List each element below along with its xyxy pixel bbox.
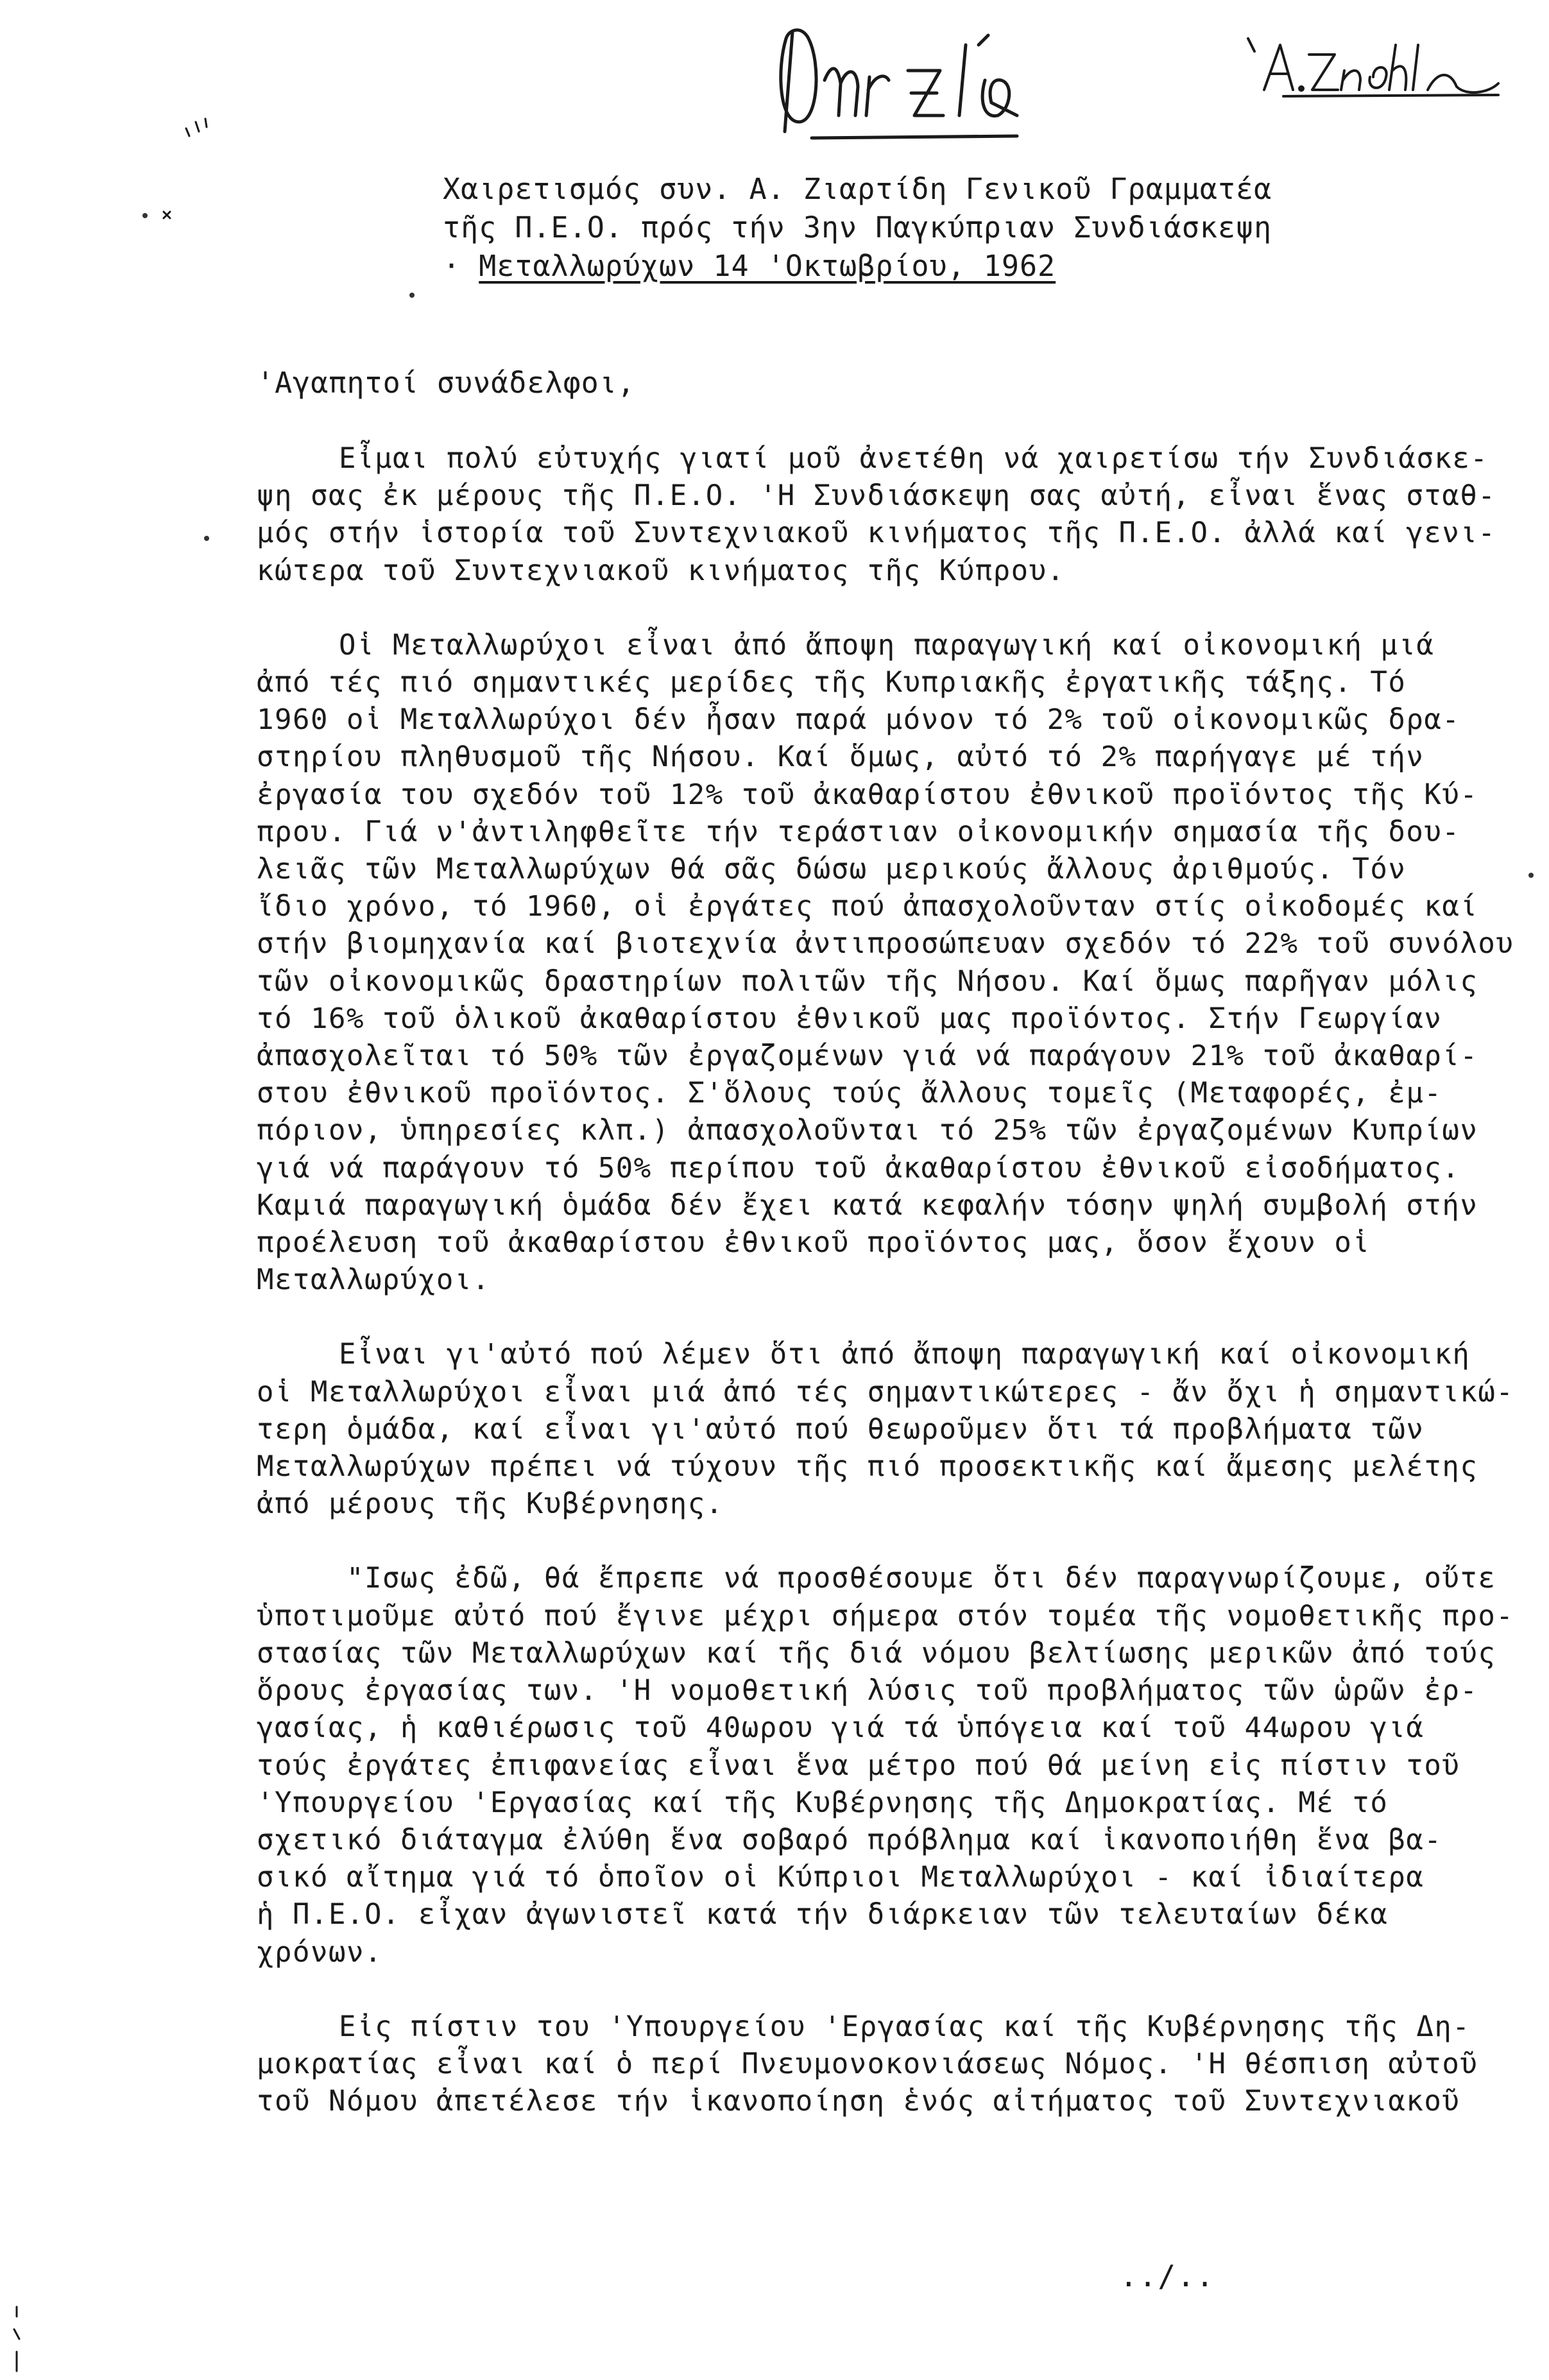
heading-line-2: τῆς Π.Ε.Ο. πρός τήν 3ην Παγκύπριαν Συνδιάσκεψη	[443, 210, 1272, 244]
margin-speck	[142, 213, 148, 218]
paragraph-1	[257, 440, 1496, 590]
text-line: Εἰς πίστιν του 'Υπουργείου 'Εργασίας καί τῆς Κυβέρνησης τῆς Δη-	[339, 2010, 1471, 2043]
text-line: σχετικό διάταγμα ἐλύθη ἕνα σοβαρό πρόβλημα καί ἱκανοποιήθη ἕνα βα-	[257, 1823, 1442, 1856]
text-line: στήν βιομηχανία καί βιοτεχνία ἀντιπροσώπευαν σχεδόν τό 22% τοῦ συνόλου	[257, 927, 1514, 961]
text-line: γασίας, ἡ καθιέρωσις τοῦ 40ωρου γιά τά ὑπόγεια καί τοῦ 44ωρου γιά	[257, 1711, 1425, 1745]
text-line: γιά νά παράγουν τό 50% περίπου τοῦ ἀκαθαρίστου ἐθνικοῦ εἰσοδήματος.	[257, 1151, 1460, 1185]
text-line: λειᾶς τῶν Μεταλλωρύχων θά σᾶς δώσω μερικούς ἄλλους ἀριθμούς. Τόν	[257, 853, 1407, 886]
text-line: ἐργασία του σχεδόν τοῦ 12% τοῦ ἀκαθαρίστου ἐθνικοῦ προϊόντος τῆς Κύ-	[257, 778, 1478, 811]
paragraph-2	[257, 627, 1514, 1299]
continuation-mark: ../..	[1120, 2259, 1215, 2293]
text-line: ἴδιο χρόνο, τό 1960, οἱ ἐργάτες πού ἀπασχολοῦνταν στίς οἰκοδομές καί	[257, 890, 1478, 923]
margin-speck	[409, 293, 415, 298]
text-line: στασίας τῶν Μεταλλωρύχων καί τῆς διά νόμου βελτίωσης μερικῶν ἀπό τούς	[257, 1636, 1496, 1670]
text-line: χρόνων.	[257, 1935, 382, 1969]
text-line: οἱ Μεταλλωρύχοι εἶναι μιά ἀπό τές σημαντικώτερες - ἄν ὄχι ἡ σημαντικώ-	[257, 1375, 1514, 1408]
stray-pen-marks	[160, 116, 237, 231]
text-line: ἡ Π.Ε.Ο. εἶχαν ἀγωνιστεῖ κατά τήν διάρκειαν τῶν τελευταίων δέκα	[257, 1898, 1389, 1931]
text-line: ἀπό μέρους τῆς Κυβέρνησης.	[257, 1487, 724, 1521]
text-line: μός στήν ἱστορία τοῦ Συντεχνιακοῦ κινήματος τῆς Π.Ε.Ο. ἀλλά καί γενι-	[257, 517, 1496, 550]
text-line: σικό αἴτημα γιά τό ὁποῖον οἱ Κύπριοι Μεταλλωρύχοι - καί ἰδιαίτερα	[257, 1861, 1425, 1894]
paragraph-5	[257, 2008, 1478, 2121]
text-line: τό 16% τοῦ ὁλικοῦ ἀκαθαρίστου ἐθνικοῦ μας προϊόντος. Στήν Γεωργίαν	[257, 1002, 1442, 1035]
text-line: Εἶναι γι'αὐτό πού λέμεν ὅτι ἀπό ἄποψη παραγωγική καί οἰκονομική	[339, 1338, 1471, 1371]
text-line: τοῦ Νόμου ἀπετέλεσε τήν ἱκανοποίηση ἑνός αἰτήματος τοῦ Συντεχνιακοῦ	[257, 2085, 1460, 2118]
paragraph-3	[257, 1336, 1514, 1523]
text-line: "Ισως ἐδῶ, θά ἔπρεπε νά προσθέσουμε ὅτι δέν παραγνωρίζουμε, οὔτε	[347, 1562, 1496, 1595]
scan-edge-mark	[12, 2304, 22, 2374]
letter-body	[257, 440, 1514, 2157]
text-line: 'Υπουργείου 'Εργασίας καί τῆς Κυβέρνησης τῆς Δημοκρατίας. Μέ τό	[257, 1786, 1389, 1819]
text-line: ἀπό τές πιό σημαντικές μερίδες τῆς Κυπριακῆς ἐργατικῆς τάξης. Τό	[257, 666, 1407, 699]
text-line: Μεταλλωρύχων πρέπει νά τύχουν τῆς πιό προσεκτικῆς καί ἄμεσης μελέτης	[257, 1450, 1478, 1484]
handwritten-title	[773, 19, 1043, 141]
heading-line-1: Χαιρετισμός συν. Α. Ζιαρτίδη Γενικοῦ Γραμματέα	[443, 172, 1272, 206]
text-line: ὅρους ἐργασίας των. 'Η νομοθετική λύσις τοῦ προβλήματος τῶν ὡρῶν ἐρ-	[257, 1674, 1478, 1708]
text-line: τερη ὁμάδα, καί εἶναι γι'αὐτό πού θεωροῦμεν ὅτι τά προβλήματα τῶν	[257, 1412, 1425, 1446]
text-line: στου ἐθνικοῦ προϊόντος. Σ'ὅλους τούς ἄλλους τομεῖς (Μεταφορές, ἐμ-	[257, 1077, 1442, 1110]
text-line: 1960 οἱ Μεταλλωρύχοι δέν ἦσαν παρά μόνον τό 2% τοῦ οἰκονομικῶς δρα-	[257, 703, 1460, 737]
text-line: Οἱ Μεταλλωρύχοι εἶναι ἀπό ἄποψη παραγωγική καί οἰκονομική μιά	[339, 628, 1435, 662]
text-line: κώτερα τοῦ Συντεχνιακοῦ κινήματος τῆς Κύπρου.	[257, 554, 1065, 587]
heading-line-3: Μεταλλωρύχων 14 'Οκτωβρίου, 1962	[479, 249, 1056, 283]
text-line: πόριον, ὑπηρεσίες κλπ.) ἀπασχολοῦνται τό 25% τῶν ἐργαζομένων Κυπρίων	[257, 1114, 1478, 1147]
text-line: Εἶμαι πολύ εὐτυχής γιατί μοῦ ἀνετέθη νά χαιρετίσω τήν Συνδιάσκε-	[339, 442, 1489, 475]
text-line: προέλευση τοῦ ἀκαθαρίστου ἐθνικοῦ προϊόντος μας, ὅσον ἔχουν οἱ	[257, 1226, 1371, 1260]
salutation: 'Αγαπητοί συνάδελφοι,	[257, 366, 635, 400]
text-line: πρου. Γιά ν'ἀντιληφθεῖτε τήν τεράστιαν οἰκονομικήν σημασία τῆς δου-	[257, 815, 1460, 848]
text-line: στηρίου πληθυσμοῦ τῆς Νήσου. Καί ὅμως, αὐτό τό 2% παρήγαγε μέ τήν	[257, 741, 1425, 774]
paragraph-4	[257, 1560, 1514, 1971]
margin-speck	[204, 536, 209, 541]
margin-speck	[1528, 873, 1534, 878]
text-line: μοκρατίας εἶναι καί ὁ περί Πνευμονοκονιάσεως Νόμος. 'Η θέσπιση αὐτοῦ	[257, 2047, 1478, 2080]
text-line: ὑποτιμοῦμε αὐτό πού ἔγινε μέχρι σήμερα στόν τομέα τῆς νομοθετικῆς προ-	[257, 1599, 1514, 1632]
text-line: ἀπασχολεῖται τό 50% τῶν ἐργαζομένων γιά νά παράγουν 21% τοῦ ἀκαθαρί-	[257, 1040, 1478, 1073]
text-line: τῶν οἰκονομικῶς δραστηρίων πολιτῶν τῆς Νήσου. Καί ὅμως παρῆγαν μόλις	[257, 964, 1478, 998]
text-line: Καμιά παραγωγική ὁμάδα δέν ἔχει κατά κεφαλήν τόσην ψηλή συμβολή στήν	[257, 1188, 1478, 1222]
text-line: τούς ἐργάτες ἐπιφανείας εἶναι ἕνα μέτρο πού θά μείνη εἰς πίστιν τοῦ	[257, 1749, 1460, 1782]
document-heading: Χαιρετισμός συν. Α. Ζιαρτίδη Γενικοῦ Γραμματέα τῆς Π.Ε.Ο. πρός τήν 3ην Παγκύπριαν Συνδιάσκεψη · Μεταλλωρύχων 14 'Οκτωβρίου, 1962	[443, 170, 1277, 286]
handwritten-signature	[1245, 32, 1502, 103]
text-line: ψη σας ἐκ μέρους τῆς Π.Ε.Ο. 'Η Συνδιάσκεψη σας αὐτή, εἶναι ἕνας σταθ-	[257, 479, 1496, 513]
text-line: Μεταλλωρύχοι.	[257, 1263, 490, 1297]
